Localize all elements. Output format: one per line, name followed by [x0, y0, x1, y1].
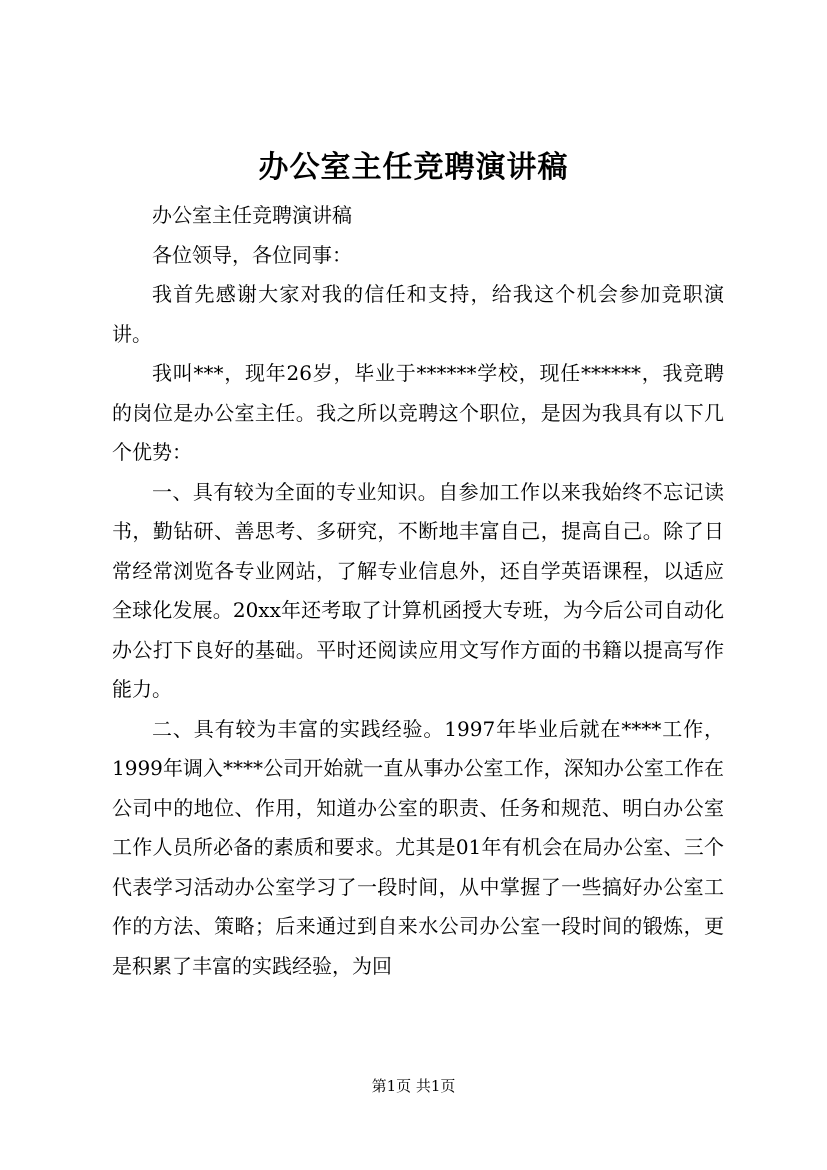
paragraph-advantage-two: 二、具有较为丰富的实践经验。1997年毕业后就在****工作，1999年调入****公司开始就一直从事办公室工作，深知办公室工作在公司中的地位、作用，知道办公室的职责、任务和规范、明白办公室工作人员所必备的素质和要求。尤其是01年有机会在局办公室、三个代表学习活动办公室学习了一段时间，从中掌握了一些搞好办公室工作的方法、策略；后来通过到自来水公司办公室一段时间的锻炼，更是积累了丰富的实践经验，为回: [112, 716, 724, 978]
document-title: 办公室主任竞聘演讲稿: [258, 150, 569, 185]
paragraph-advantage-one: 一、具有较为全面的专业知识。自参加工作以来我始终不忘记读书，勤钻研、善思考、多研究，不断地丰富自己，提高自己。除了日常经常浏览各专业网站，了解专业信息外，还自学英语课程，以适应全球化发展。20xx年还考取了计算机函授大专班，为今后公司自动化办公打下良好的基础。平时还阅读应用文写作方面的书籍以提高写作能力。: [112, 479, 724, 701]
document-body: [112, 196, 724, 986]
page-footer: 第1页 共1页: [371, 1077, 456, 1095]
paragraph-introduction: 我叫***，现年26岁，毕业于******学校，现任******，我竞聘的岗位是办公室主任。我之所以竞聘这个职位，是因为我具有以下几个优势：: [112, 361, 724, 464]
paragraph-heading: 办公室主任竞聘演讲稿: [152, 203, 352, 227]
paragraph-thanks: 我首先感谢大家对我的信任和支持，给我这个机会参加竞职演讲。: [112, 282, 724, 346]
paragraph-salutation: 各位领导，各位同事：: [152, 242, 352, 267]
